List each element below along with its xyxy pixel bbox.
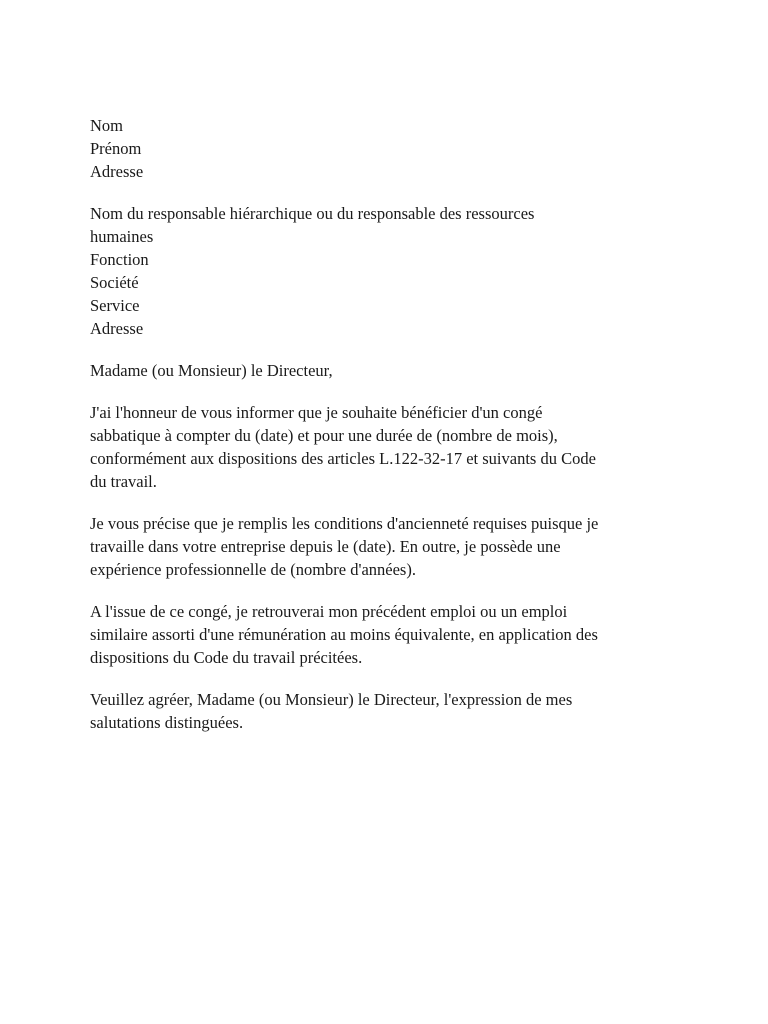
sender-address-line: Adresse: [90, 162, 144, 181]
sender-name: Nom: [90, 116, 123, 135]
closing-formula: Veuillez agréer, Madame (ou Monsieur) le Directeur, l'expression de mes salutations distinguées.: [90, 690, 573, 732]
paragraph-return: A l'issue de ce congé, je retrouverai mon précédent emploi ou un emploi similaire assorti d'une rémunération au moins équivalente, en application des dispositions du Code du travail précitées.: [90, 602, 598, 667]
recipient-company: Société: [90, 273, 139, 292]
recipient-service: Service: [90, 296, 140, 315]
letter-body: [90, 114, 690, 753]
paragraph-request: J'ai l'honneur de vous informer que je souhaite bénéficier d'un congé sabbatique à compter du (date) et pour une durée de (nombre de mois), conformément aux dispositions des articles L.122-32-17 et suivants du Code du travail.: [90, 403, 596, 491]
salutation: Madame (ou Monsieur) le Directeur,: [90, 361, 333, 380]
recipient-function: Fonction: [90, 250, 149, 269]
sender-first-name: Prénom: [90, 139, 142, 158]
paragraph-seniority: Je vous précise que je remplis les conditions d'ancienneté requises puisque je travaille dans votre entreprise depuis le (date). En outre, je possède une expérience professionnelle de (nombre d'années).: [90, 514, 599, 579]
recipient-address-line: Adresse: [90, 319, 144, 338]
recipient-address: [90, 202, 690, 340]
recipient-name-line-2: humaines: [90, 227, 154, 246]
sender-address: [90, 114, 690, 183]
recipient-name-line-1: Nom du responsable hiérarchique ou du responsable des ressources: [90, 204, 535, 223]
